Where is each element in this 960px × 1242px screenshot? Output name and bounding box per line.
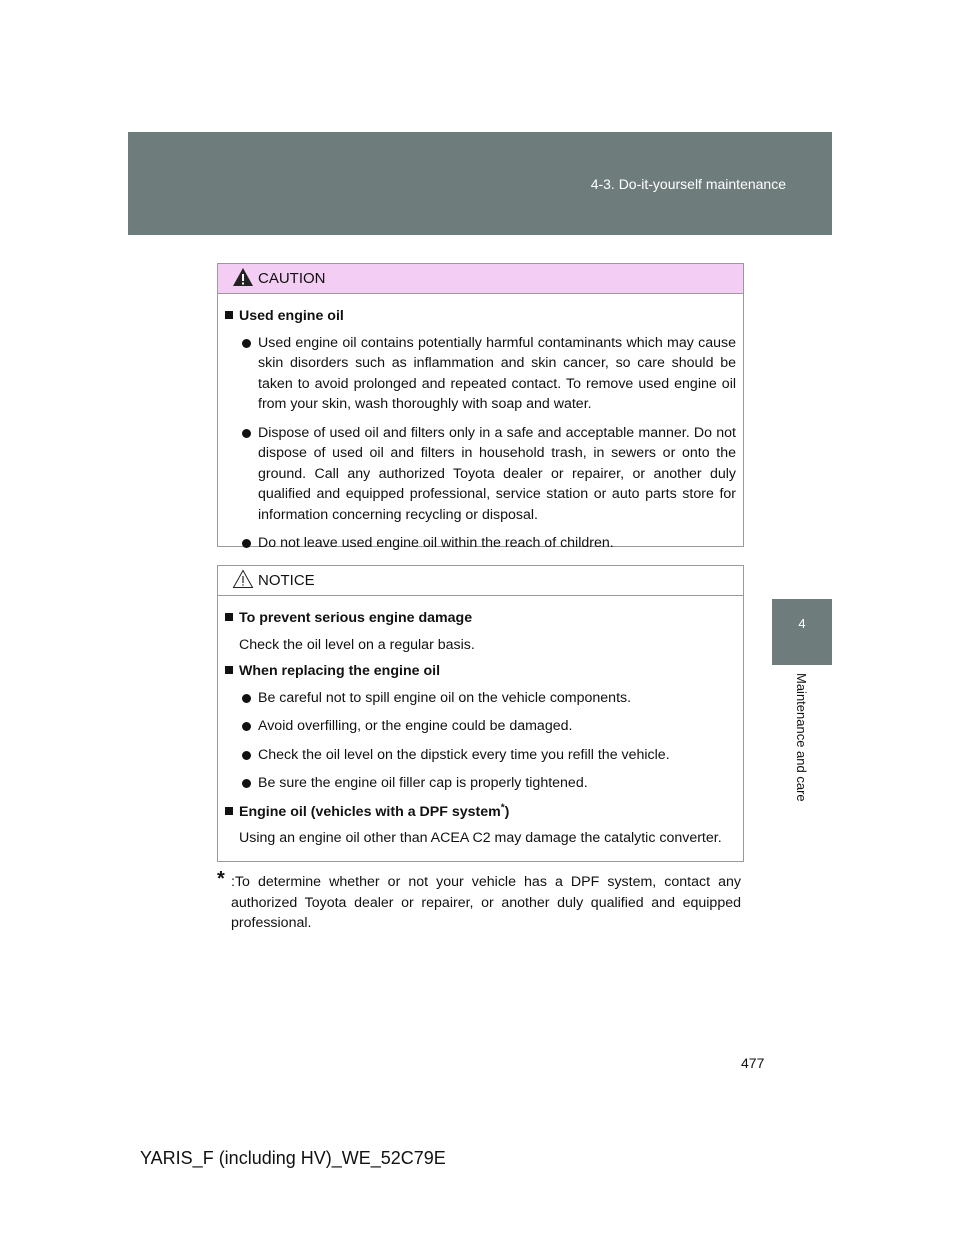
notice-bullet: Avoid overfilling, or the engine could be damaged.: [233, 716, 736, 737]
footnote-text: :To determine whether or not your vehicle has a DPF system, contact any authorized Toyota dealer or repairer, or another duly qualified and equipped professional.: [231, 874, 741, 931]
footnote-marker: *: [217, 868, 225, 890]
chapter-tab-number: 4: [772, 599, 832, 665]
notice-text: Check the oil level on a regular basis.: [239, 636, 475, 653]
chapter-tab-label: Maintenance and care: [794, 673, 809, 802]
caution-box: [217, 263, 744, 551]
notice-bullet: Check the oil level on the dipstick every time you refill the vehicle.: [233, 745, 736, 766]
caution-bullet: Do not leave used engine oil within the reach of children.: [233, 533, 736, 554]
notice-header: [218, 566, 743, 596]
notice-title: NOTICE: [258, 572, 315, 589]
footnote: [217, 868, 741, 934]
notice-heading-text: Engine oil (vehicles with a DPF system: [239, 803, 501, 820]
caution-header: [218, 264, 743, 294]
notice-bullet: Be sure the engine oil filler cap is properly tightened.: [233, 773, 736, 794]
caution-title: CAUTION: [258, 270, 326, 287]
notice-heading: To prevent serious engine damage: [225, 608, 736, 629]
caution-heading: Used engine oil: [225, 306, 736, 327]
warning-outline-icon: [232, 569, 254, 589]
header-band: [128, 132, 832, 235]
footer-code: YARIS_F (including HV)_WE_52C79E: [140, 1148, 446, 1168]
warning-filled-icon: [232, 267, 254, 287]
caution-bullet: Used engine oil contains potentially harmful contaminants which may cause skin disorders such as inflammation and skin cancer, so care should be taken to avoid prolonged and repeated contact. To remove used engine oil from your skin, wash thoroughly with soap and water.: [233, 333, 736, 415]
notice-box: [217, 565, 744, 862]
notice-heading: When replacing the engine oil: [225, 661, 736, 682]
notice-bullet: Be careful not to spill engine oil on the vehicle components.: [233, 688, 736, 709]
footnote-star: *: [500, 801, 505, 813]
notice-text: Using an engine oil other than ACEA C2 may damage the catalytic converter.: [239, 830, 722, 846]
caution-bullet: Dispose of used oil and filters only in a safe and acceptable manner. Do not dispose of used oil and filters in household trash, in sewers or onto the ground. Call any authorized Toyota dealer or repairer, or another duly qualified and equipped professional, service station or auto parts store for information concerning recycling or disposal.: [233, 423, 736, 526]
notice-heading: [225, 802, 736, 823]
chapter-tab: [772, 665, 832, 815]
section-title: 4-3. Do-it-yourself maintenance: [590, 176, 786, 192]
page-number: 477: [741, 1055, 765, 1071]
notice-heading-close: ): [504, 803, 510, 820]
